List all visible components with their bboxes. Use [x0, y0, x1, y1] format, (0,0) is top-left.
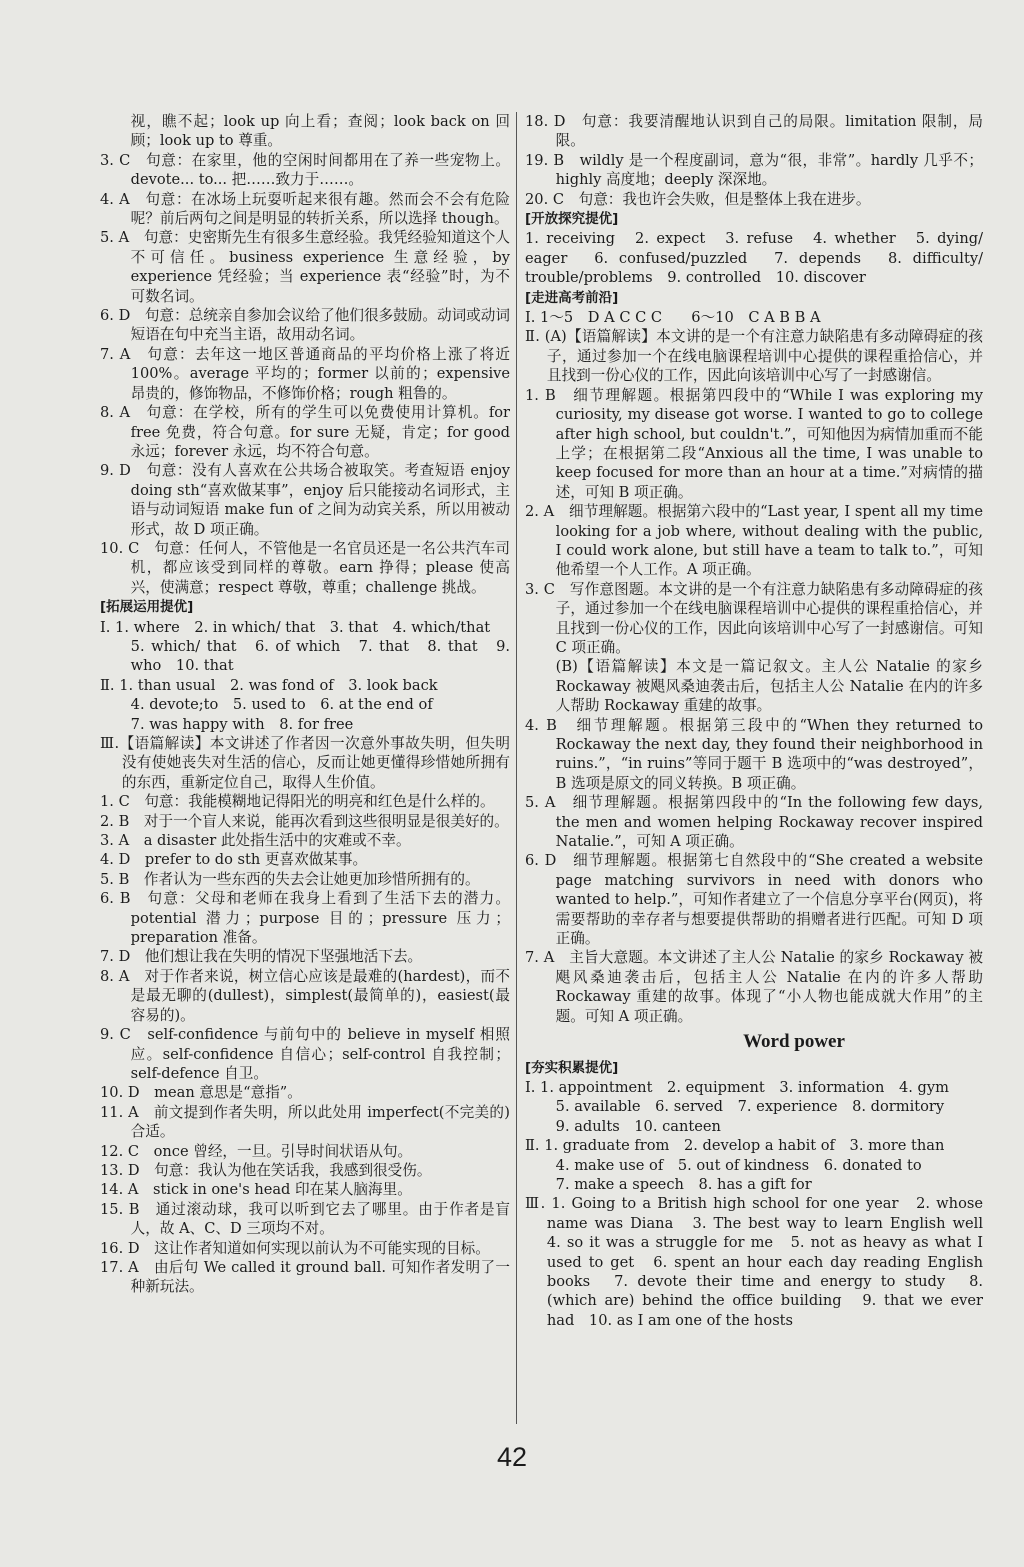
answer-item: 6. D 细节理解题。根据第七自然段中的“She created a website page matching survivors in need with donors who wanted to help.”，可知作者建立了一个信息分享平台(网页)，将需要帮助的幸存者与想要提供帮助的捐赠者进行匹配。可知 D 项正确。 [525, 852, 983, 948]
answer-text: 视，瞧不起；look up 向上看；查阅；look back on 回顾；look up to 尊重。 [130, 113, 510, 150]
answer-item: 9. C self-confidence 与前句中的 believe in myself 相照应。self-confidence 自信心；self-control 自我控制；self-defence 自卫。 [100, 1026, 510, 1082]
answer-item: 19. B wildly 是一个程度副词，意为“很，非常”。hardly 几乎不；highly 高度地；deeply 深深地。 [525, 151, 983, 189]
answer-item: 8. A 句意：在学校，所有的学生可以免费使用计算机。for free 免费，符合句意。for sure 无疑，肯定；for good 永远；forever 永远，均不符合句意。 [100, 404, 510, 460]
answer-text: 9. adults 10. canteen [555, 1117, 721, 1135]
answer-item: 5. B 作者认为一些东西的失去会让她更加珍惜所拥有的。 [100, 870, 480, 888]
answer-item: 9. D 句意：没有人喜欢在公共场合被取笑。考查短语 enjoy doing sth“喜欢做某事”，enjoy 后只能接动名词形式，主语与动词短语 make fun of 之间为动宾关系，所以用被动形式，故 D 项正确。 [100, 462, 510, 538]
answer-item: 13. D 句意：我认为他在笑话我，我感到很受伤。 [100, 1161, 432, 1179]
answer-text: 1. receiving 2. expect 3. refuse 4. whether 5. dying/ eager 6. confused/puzzled 7. depends 8. difficulty/ trouble/problems 9. controlled 10. discover [525, 230, 983, 287]
answer-item: 14. A stick in one's head 印在某人脑海里。 [100, 1181, 412, 1199]
answer-item: 6. D 句意：总统亲自参加会议给了他们很多鼓励。动词或动词短语在句中充当主语，故用动名词。 [100, 307, 510, 344]
answer-text: 5. which/ that 6. of which 7. that 8. that 9. who 10. that [130, 637, 510, 675]
answer-item: 6. B 句意：父母和老师在我身上看到了生活下去的潜力。potential 潜力；purpose 目的；pressure 压力；preparation 准备。 [100, 890, 510, 947]
answer-item: 11. A 前文提到作者失明，所以此处用 imperfect(不完美的)合适。 [100, 1103, 510, 1141]
answer-item: 5. A 句意：史密斯先生有很多生意经验。我凭经验知道这个人不可信任。business experience 生意经验，by experience 凭经验；当 experience 表“经验”时，为不可数名词。 [100, 229, 510, 305]
answer-text: Ⅱ. 1. graduate from 2. develop a habit of 3. more than [525, 1137, 945, 1155]
answer-item: 7. A 主旨大意题。本文讲述了主人公 Natalie 的家乡 Rockaway 被飓风桑迪袭击后，包括主人公 Natalie 在内的许多人帮助 Rockaway 重建的故事。体现了“小人物也能成就大作用”的主题。可知 A 项正确。 [525, 949, 983, 1025]
answer-item: 2. B 对于一个盲人来说，能再次看到这些很明显是很美好的。 [100, 812, 509, 830]
column-divider [516, 112, 517, 1424]
answer-text: 4. make use of 5. out of kindness 6. donated to [555, 1156, 922, 1174]
answer-text: 7. make a speech 8. has a gift for [555, 1175, 812, 1193]
answer-text: (B)【语篇解读】本文是一篇记叙文。主人公 Natalie 的家乡 Rockaway 被飓风桑迪袭击后，包括主人公 Natalie 在内的许多人帮助 Rockaway 重建的故事。 [555, 658, 983, 715]
answer-text: Ⅱ. 1. than usual 2. was fond of 3. look back [100, 676, 438, 694]
page-number: 42 [496, 1442, 528, 1472]
answer-item: 4. A 句意：在冰场上玩耍听起来很有趣。然而会不会有危险呢？前后两句之间是明显的转折关系，所以选择 though。 [100, 190, 510, 228]
answer-text: Ⅱ. (A)【语篇解读】本文讲的是一个有注意力缺陷患有多动障碍症的孩子，通过参加一个在线电脑课程培训中心提供的课程重拾信心，并且找到一份心仪的工作，因此向该培训中心写了一封感谢信。 [525, 328, 983, 385]
answer-text: Ⅲ. 1. Going to a British high school for one year 2. whose name was Diana 3. The best way to learn English well 4. so it was a struggle for me 5. not as heavy as what I used to get 6. spent an hour each day reading English books 7. devote their time and energy to study 8. (which are) behind the office building 9. that we ever had 10. as I am one of the hosts [525, 1195, 998, 1329]
right-column [525, 112, 998, 1330]
answer-item: 3. A a disaster 此处指生活中的灾难或不幸。 [100, 832, 411, 850]
answer-text: 5. available 6. served 7. experience 8. dormitory [555, 1098, 945, 1116]
answer-item: 1. B 细节理解题。根据第四段中的“While I was exploring my curiosity, my disease got worse. I wanted to go to college after high school, but couldn't.”，可知他因为病情加重而不能上学；在根据第二段“Anxious all the time, I was unable to keep focused for more than an hour at a time.”对病情的描述，可知 B 项正确。 [525, 386, 983, 501]
answer-item: 3. C 句意：在家里，他的空闲时间都用在了养一些宠物上。devote... to... 把……致力于……。 [100, 151, 510, 189]
answer-text: 7. was happy with 8. for free [130, 715, 354, 733]
section-title: Word power [743, 1031, 845, 1053]
answer-text: 4. devote;to 5. used to 6. at the end of [130, 696, 433, 714]
answer-text: Ⅰ. 1. appointment 2. equipment 3. information 4. gym [525, 1078, 949, 1096]
answer-item: 12. C once 曾经，一旦。引导时间状语从句。 [100, 1142, 413, 1160]
answer-item: 10. D mean 意思是“意指”。 [100, 1084, 302, 1102]
answer-item: 3. C 写作意图题。本文讲的是一个有注意力缺陷患有多动障碍症的孩子，通过参加一个在线电脑课程培训中心提供的课程重拾信心，并且找到一份心仪的工作，因此向该培训中心写了一封感谢信。可知 C 项正确。 [525, 580, 983, 656]
section-heading: [开放探究提优] [525, 211, 619, 228]
section-heading: [夯实积累提优] [525, 1059, 619, 1076]
section-heading: [拓展运用提优] [100, 599, 194, 616]
answer-item: 20. C 句意：我也许会失败，但是整体上我在进步。 [525, 190, 871, 208]
answer-item: 1. C 句意：我能模糊地记得阳光的明亮和红色是什么样的。 [100, 793, 495, 811]
answer-item: 2. A 细节理解题。根据第六段中的“Last year, I spent all my time looking for a job where, without dealing with the public, I could work alone, but still have a team to talk to.”，可知他希望一个人工作。A 项正确。 [525, 503, 983, 579]
answer-text: Ⅲ.【语篇解读】本文讲述了作者因一次意外事故失明，但失明没有使她丧失对生活的信心，反而让她更懂得珍惜她所拥有的东西，重新定位自己，取得人生价值。 [100, 735, 510, 791]
answer-item: 18. D 句意：我要清醒地认识到自己的局限。limitation 限制，局限。 [525, 113, 983, 150]
answer-text: Ⅰ. 1. where 2. in which/ that 3. that 4. which/that [100, 618, 491, 636]
answer-text: Ⅰ. 1～5 D A C C C 6～10 C A B B A [525, 309, 821, 327]
answer-item: 15. B 通过滚动球，我可以听到它去了哪里。由于作者是盲人，故 A、C、D 三项均不对。 [100, 1200, 510, 1238]
answer-item: 10. C 句意：任何人，不管他是一名官员还是一名公共汽车司机，都应该受到同样的尊敬。earn 挣得；please 使高兴，使满意；respect 尊敬，尊重；challenge 挑战。 [100, 539, 510, 596]
left-column [100, 112, 510, 1297]
section-heading: [走进高考前沿] [525, 289, 619, 306]
answer-item: 4. D prefer to do sth 更喜欢做某事。 [100, 851, 368, 869]
answer-item: 4. B 细节理解题。根据第三段中的“When they returned to Rockaway the next day, they found their neighborhood in ruins.”，“in ruins”等同于题干 B 选项中的“was destroyed”，B 选项是原文的同义转换。B 项正确。 [525, 716, 983, 792]
answer-item: 16. D 这让作者知道如何实现以前认为不可能实现的目标。 [100, 1239, 490, 1257]
answer-item: 7. A 句意：去年这一地区普通商品的平均价格上涨了将近 100%。average 平均的；former 以前的；expensive 昂贵的，修饰物品，不修饰价格；rough 粗鲁的。 [100, 345, 510, 402]
answer-item: 5. A 细节理解题。根据第四段中的“In the following few days, the men and women helping Rockaway recover inspired Natalie.”，可知 A 项正确。 [525, 794, 983, 851]
answer-item: 17. A 由后句 We called it ground ball. 可知作者发明了一种新玩法。 [100, 1258, 510, 1296]
answer-item: 7. D 他们想让我在失明的情况下坚强地活下去。 [100, 948, 423, 966]
answer-item: 8. A 对于作者来说，树立信心应该是最难的(hardest)，而不是最无聊的(dullest)，simplest(最简单的)，easiest(最容易的)。 [100, 967, 510, 1024]
